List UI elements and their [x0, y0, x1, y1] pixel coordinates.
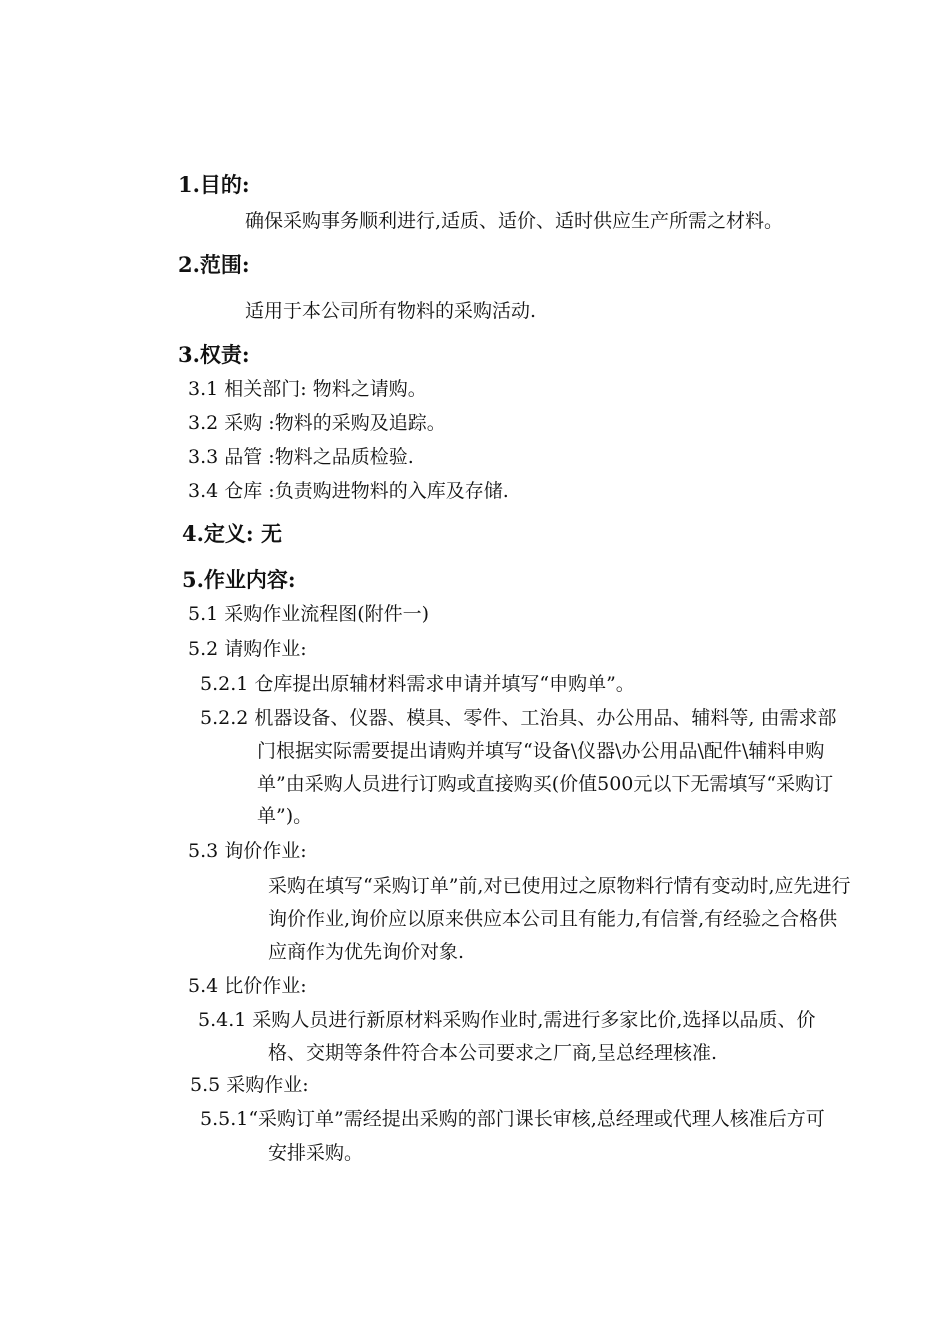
section-3-item: 3.2 采购 :物料的采购及追踪。 — [188, 412, 446, 434]
item-5-3-line: 应商作为优先询价对象. — [268, 941, 465, 963]
item-5-3: 5.3 询价作业: — [188, 840, 307, 862]
item-5-2-2-line: 单”由采购人员进行订购或直接购买(价值500元以下无需填写“采购订 — [257, 773, 834, 795]
item-5-4-1-line: 5.4.1 采购人员进行新原材料采购作业时,需进行多家比价,选择以品质、价 — [198, 1009, 816, 1031]
section-2-heading: 2.范围: — [178, 252, 250, 277]
section-1-body: 确保采购事务顺利进行,适质、适价、适时供应生产所需之材料。 — [245, 210, 784, 232]
item-5-2-1: 5.2.1 仓库提出原辅材料需求申请并填写“申购单”。 — [200, 673, 635, 695]
section-3-heading: 3.权责: — [178, 342, 250, 367]
item-5-5-1-line: 5.5.1“采购订单”需经提出采购的部门课长审核,总经理或代理人核准后方可 — [200, 1108, 825, 1130]
item-5-2-2-line: 5.2.2 机器设备、仪器、模具、零件、工治具、办公用品、辅料等, 由需求部 — [200, 707, 837, 729]
section-4-heading: 4.定义: 无 — [182, 521, 282, 546]
item-5-2: 5.2 请购作业: — [188, 638, 307, 660]
section-3-item: 3.4 仓库 :负责购进物料的入库及存储. — [188, 480, 509, 502]
item-5-3-line: 询价作业,询价应以原来供应本公司且有能力,有信誉,有经验之合格供 — [268, 908, 838, 930]
item-5-2-2-line: 单”)。 — [257, 805, 313, 827]
item-5-5: 5.5 采购作业: — [190, 1074, 309, 1096]
section-3-item: 3.1 相关部门: 物料之请购。 — [188, 378, 427, 400]
item-5-2-2-line: 门根据实际需要提出请购并填写“设备\仪器\办公用品\配件\辅料申购 — [257, 740, 825, 762]
section-5-heading: 5.作业内容: — [182, 567, 296, 592]
item-5-5-1-line: 安排采购。 — [268, 1142, 364, 1164]
section-2-body: 适用于本公司所有物料的采购活动. — [245, 300, 537, 322]
section-3-item: 3.3 品管 :物料之品质检验. — [188, 446, 414, 468]
item-5-4: 5.4 比价作业: — [188, 975, 307, 997]
section-1-heading: 1.目的: — [178, 172, 250, 197]
item-5-3-line: 采购在填写“采购订单”前,对已使用过之原物料行情有变动时,应先进行 — [268, 875, 851, 897]
item-5-1: 5.1 采购作业流程图(附件一) — [188, 603, 430, 625]
item-5-4-1-line: 格、交期等条件符合本公司要求之厂商,呈总经理核准. — [268, 1042, 718, 1064]
